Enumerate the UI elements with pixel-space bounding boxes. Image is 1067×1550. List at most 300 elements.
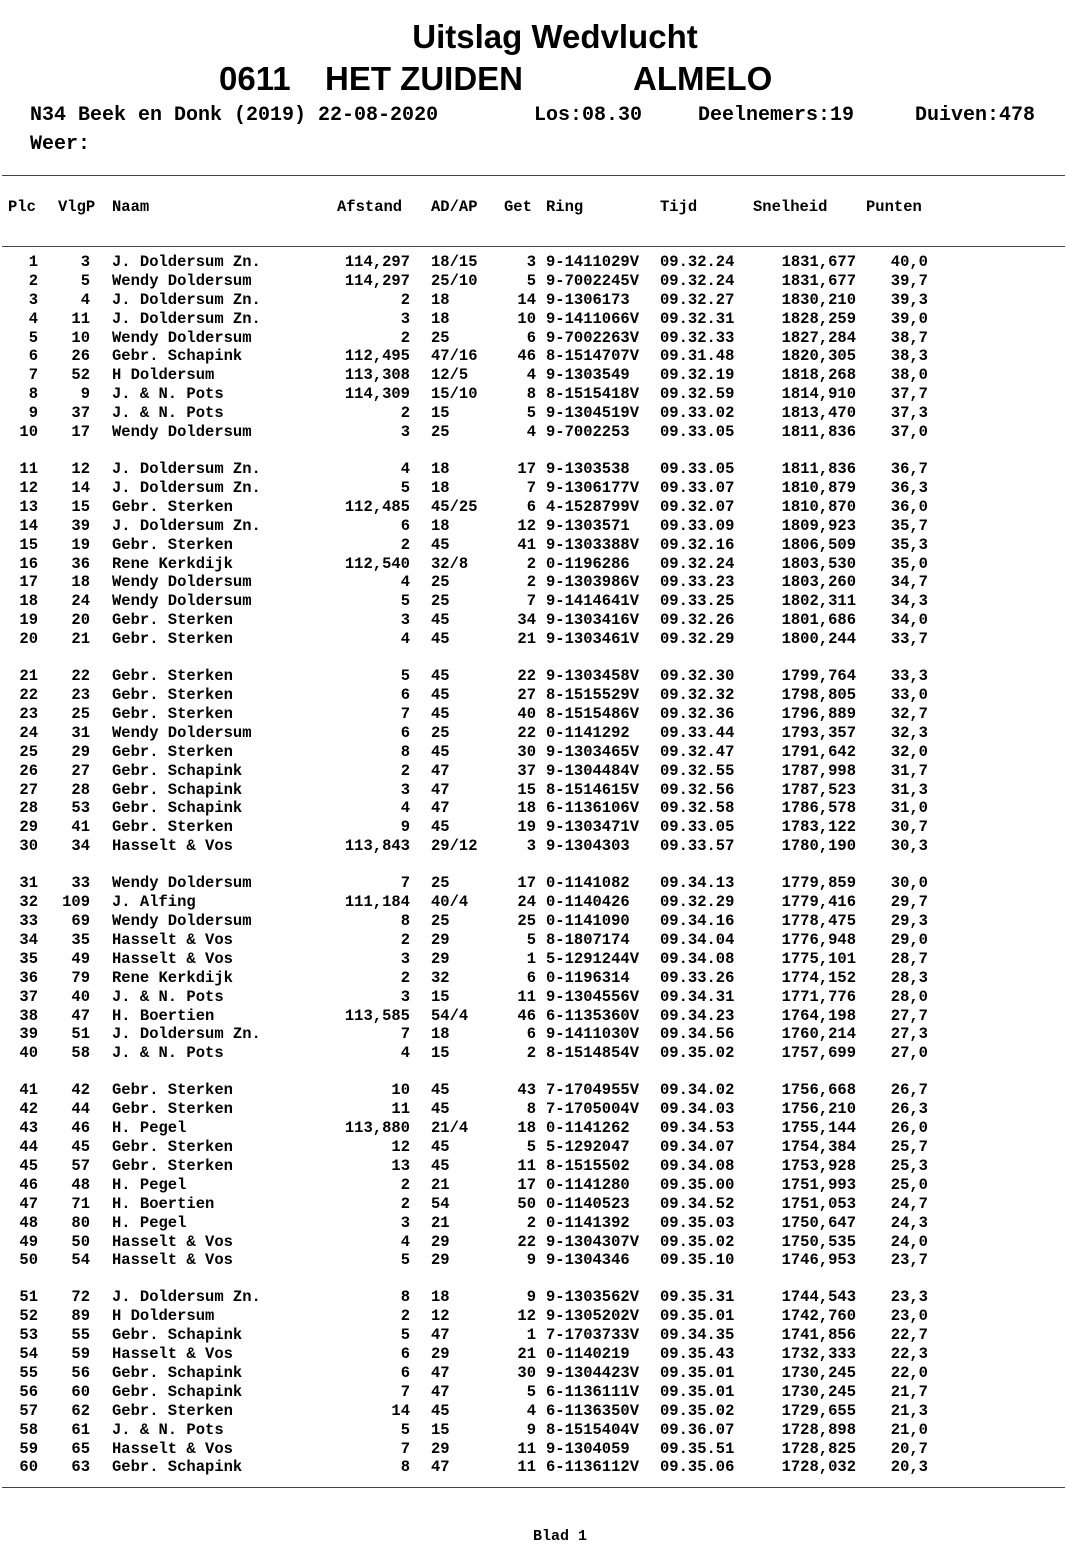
cell-naam: J. Doldersum Zn. (112, 1288, 261, 1307)
cell-get: 34 (517, 611, 536, 630)
cell-adap: 18 (431, 460, 450, 479)
cell-naam: Wendy Doldersum (112, 723, 252, 742)
cell-afstand: 3 (400, 423, 410, 442)
cell-get: 9 (526, 1251, 536, 1270)
table-row (0, 1458, 1067, 1477)
cell-ring: 9-1303549 (546, 366, 630, 385)
cell-get: 46 (517, 347, 536, 366)
club-code: 0611 (219, 60, 291, 97)
cell-vlgp: 26 (71, 347, 90, 366)
cell-afstand: 4 (400, 1232, 410, 1251)
table-row (0, 404, 1067, 423)
cell-adap: 29/12 (431, 837, 478, 856)
cell-adap: 21 (431, 1175, 450, 1194)
cell-snelheid: 1728,898 (781, 1420, 856, 1439)
cell-tijd: 09.32.24 (660, 253, 735, 271)
table-row (0, 724, 1067, 743)
cell-tijd: 09.32.31 (660, 309, 735, 328)
cell-punten: 25,3 (890, 1156, 928, 1175)
col-punten: Punten (866, 198, 922, 216)
cell-afstand: 2 (400, 1194, 410, 1213)
cell-afstand: 2 (400, 1175, 410, 1194)
cell-tijd: 09.34.03 (660, 1100, 735, 1119)
cell-snelheid: 1814,910 (781, 385, 856, 404)
cell-plc: 36 (19, 968, 38, 987)
table-row (0, 1307, 1067, 1326)
cell-naam: H Doldersum (112, 366, 215, 385)
cell-adap: 25 (431, 592, 450, 611)
cell-get: 22 (517, 667, 536, 686)
cell-vlgp: 11 (71, 309, 90, 328)
table-row (0, 630, 1067, 649)
cell-naam: Gebr. Sterken (112, 611, 233, 630)
cell-get: 6 (526, 968, 536, 987)
cell-afstand: 6 (400, 1345, 410, 1364)
cell-tijd: 09.33.57 (660, 837, 735, 856)
cell-punten: 34,7 (890, 573, 928, 592)
cell-tijd: 09.35.01 (660, 1382, 735, 1401)
table-row (0, 423, 1067, 442)
cell-get: 25 (517, 912, 536, 931)
cell-vlgp: 60 (71, 1382, 90, 1401)
cell-vlgp: 44 (71, 1100, 90, 1119)
cell-plc: 58 (19, 1420, 38, 1439)
cell-snelheid: 1764,198 (781, 1006, 856, 1025)
cell-get: 5 (526, 271, 536, 290)
cell-plc: 44 (19, 1138, 38, 1157)
cell-vlgp: 89 (71, 1307, 90, 1326)
cell-ring: 9-1306177V (546, 478, 640, 497)
cell-adap: 45 (431, 818, 450, 837)
cell-tijd: 09.35.31 (660, 1288, 735, 1307)
cell-tijd: 09.33.23 (660, 573, 735, 592)
cell-plc: 10 (19, 423, 38, 442)
cell-ring: 8-1514854V (546, 1044, 640, 1063)
table-row (0, 310, 1067, 329)
cell-naam: Wendy Doldersum (112, 592, 252, 611)
cell-snelheid: 1754,384 (781, 1138, 856, 1157)
cell-adap: 45 (431, 667, 450, 686)
cell-snelheid: 1728,032 (781, 1458, 856, 1477)
cell-snelheid: 1803,530 (781, 554, 856, 573)
cell-afstand: 6 (400, 723, 410, 742)
cell-tijd: 09.31.48 (660, 347, 735, 366)
table-row (0, 1157, 1067, 1176)
table-row (0, 1119, 1067, 1138)
cell-get: 11 (517, 987, 536, 1006)
cell-get: 24 (517, 893, 536, 912)
cell-afstand: 7 (400, 704, 410, 723)
cell-snelheid: 1741,856 (781, 1326, 856, 1345)
cell-vlgp: 9 (80, 385, 90, 404)
cell-snelheid: 1742,760 (781, 1307, 856, 1326)
table-row (0, 347, 1067, 366)
cell-ring: 9-1303388V (546, 535, 640, 554)
cell-get: 11 (517, 1439, 536, 1458)
cell-plc: 4 (28, 309, 38, 328)
table-row (0, 385, 1067, 404)
cell-ring: 0-1140219 (546, 1345, 630, 1364)
cell-plc: 26 (19, 761, 38, 780)
cell-snelheid: 1779,416 (781, 893, 856, 912)
cell-adap: 18/15 (431, 253, 478, 271)
cell-vlgp: 48 (71, 1175, 90, 1194)
cell-snelheid: 1793,357 (781, 723, 856, 742)
cell-afstand: 7 (400, 874, 410, 893)
cell-naam: Gebr. Sterken (112, 497, 233, 516)
cell-get: 12 (517, 1307, 536, 1326)
cell-adap: 47 (431, 1382, 450, 1401)
cell-afstand: 8 (400, 1458, 410, 1477)
cell-tijd: 09.35.01 (660, 1364, 735, 1383)
results-table (0, 253, 1067, 1477)
cell-plc: 59 (19, 1439, 38, 1458)
cell-snelheid: 1831,677 (781, 271, 856, 290)
cell-tijd: 09.32.24 (660, 271, 735, 290)
cell-tijd: 09.33.26 (660, 968, 735, 987)
cell-punten: 24,0 (890, 1232, 928, 1251)
cell-snelheid: 1730,245 (781, 1364, 856, 1383)
table-row (0, 931, 1067, 950)
table-row (0, 1007, 1067, 1026)
cell-snelheid: 1779,859 (781, 874, 856, 893)
cell-naam: Hasselt & Vos (112, 1232, 233, 1251)
cell-adap: 15/10 (431, 385, 478, 404)
cell-vlgp: 19 (71, 535, 90, 554)
cell-tijd: 09.35.03 (660, 1213, 735, 1232)
cell-tijd: 09.32.27 (660, 290, 735, 309)
cell-naam: Hasselt & Vos (112, 949, 233, 968)
cell-snelheid: 1800,244 (781, 630, 856, 649)
table-row (0, 1345, 1067, 1364)
cell-afstand: 113,585 (344, 1006, 410, 1025)
cell-adap: 29 (431, 1439, 450, 1458)
cell-plc: 32 (19, 893, 38, 912)
cell-punten: 21,0 (890, 1420, 928, 1439)
cell-ring: 8-1515486V (546, 704, 640, 723)
cell-get: 8 (526, 1100, 536, 1119)
cell-punten: 25,7 (890, 1138, 928, 1157)
cell-vlgp: 3 (80, 253, 90, 271)
cell-vlgp: 17 (71, 423, 90, 442)
cell-punten: 22,0 (890, 1364, 928, 1383)
table-row (0, 1044, 1067, 1063)
cell-afstand: 2 (400, 404, 410, 423)
cell-get: 17 (517, 460, 536, 479)
cell-vlgp: 71 (71, 1194, 90, 1213)
cell-get: 30 (517, 1364, 536, 1383)
cell-naam: Hasselt & Vos (112, 837, 233, 856)
cell-naam: J. & N. Pots (112, 987, 224, 1006)
cell-naam: J. Doldersum Zn. (112, 460, 261, 479)
cell-snelheid: 1811,836 (781, 423, 856, 442)
cell-naam: J. Doldersum Zn. (112, 309, 261, 328)
cell-plc: 28 (19, 799, 38, 818)
cell-punten: 34,0 (890, 611, 928, 630)
cell-ring: 9-7002245V (546, 271, 640, 290)
cell-plc: 22 (19, 686, 38, 705)
cell-adap: 45 (431, 1156, 450, 1175)
cell-naam: J. & N. Pots (112, 1420, 224, 1439)
cell-get: 1 (526, 1326, 536, 1345)
cell-adap: 18 (431, 478, 450, 497)
cell-naam: Wendy Doldersum (112, 271, 252, 290)
cell-vlgp: 49 (71, 949, 90, 968)
cell-snelheid: 1827,284 (781, 328, 856, 347)
cell-vlgp: 53 (71, 799, 90, 818)
cell-tijd: 09.32.32 (660, 686, 735, 705)
cell-plc: 20 (19, 630, 38, 649)
cell-plc: 21 (19, 667, 38, 686)
cell-plc: 7 (28, 366, 38, 385)
cell-get: 27 (517, 686, 536, 705)
cell-ring: 7-1703733V (546, 1326, 640, 1345)
cell-snelheid: 1744,543 (781, 1288, 856, 1307)
cell-adap: 18 (431, 1025, 450, 1044)
cell-tijd: 09.33.05 (660, 460, 735, 479)
cell-adap: 15 (431, 1044, 450, 1063)
cell-adap: 45 (431, 1081, 450, 1100)
cell-ring: 8-1515418V (546, 385, 640, 404)
cell-ring: 9-1303571 (546, 516, 630, 535)
cell-plc: 33 (19, 912, 38, 931)
cell-plc: 15 (19, 535, 38, 554)
cell-afstand: 114,297 (344, 253, 410, 271)
cell-ring: 7-1704955V (546, 1081, 640, 1100)
cell-ring: 0-1140523 (546, 1194, 630, 1213)
cell-naam: J. Doldersum Zn. (112, 290, 261, 309)
cell-punten: 33,0 (890, 686, 928, 705)
cell-get: 3 (526, 837, 536, 856)
cell-tijd: 09.34.02 (660, 1081, 735, 1100)
cell-get: 11 (517, 1156, 536, 1175)
cell-naam: J. & N. Pots (112, 1044, 224, 1063)
cell-ring: 9-1303461V (546, 630, 640, 649)
cell-afstand: 2 (400, 761, 410, 780)
cell-adap: 29 (431, 1232, 450, 1251)
cell-plc: 19 (19, 611, 38, 630)
table-row (0, 969, 1067, 988)
cell-tijd: 09.35.51 (660, 1439, 735, 1458)
table-row (0, 762, 1067, 781)
table-row (0, 1195, 1067, 1214)
cell-punten: 38,3 (890, 347, 928, 366)
cell-punten: 21,3 (890, 1401, 928, 1420)
cell-ring: 9-1305202V (546, 1307, 640, 1326)
cell-adap: 25 (431, 573, 450, 592)
cell-afstand: 6 (400, 516, 410, 535)
cell-naam: Gebr. Schapink (112, 1364, 243, 1383)
cell-get: 21 (517, 630, 536, 649)
cell-afstand: 112,485 (344, 497, 410, 516)
cell-punten: 28,7 (890, 949, 928, 968)
cell-get: 6 (526, 497, 536, 516)
cell-plc: 46 (19, 1175, 38, 1194)
cell-punten: 25,0 (890, 1175, 928, 1194)
cell-plc: 34 (19, 930, 38, 949)
cell-ring: 9-7002253 (546, 423, 630, 442)
cell-snelheid: 1756,210 (781, 1100, 856, 1119)
cell-punten: 23,3 (890, 1288, 928, 1307)
table-row (0, 291, 1067, 310)
cell-naam: Hasselt & Vos (112, 1439, 233, 1458)
cell-plc: 60 (19, 1458, 38, 1477)
cell-punten: 31,3 (890, 780, 928, 799)
cell-vlgp: 21 (71, 630, 90, 649)
col-plc: Plc (8, 198, 36, 216)
cell-punten: 32,3 (890, 723, 928, 742)
cell-ring: 9-1304307V (546, 1232, 640, 1251)
cell-vlgp: 79 (71, 968, 90, 987)
cell-snelheid: 1774,152 (781, 968, 856, 987)
cell-naam: Wendy Doldersum (112, 573, 252, 592)
table-row (0, 799, 1067, 818)
cell-afstand: 8 (400, 1288, 410, 1307)
cell-afstand: 114,297 (344, 271, 410, 290)
cell-adap: 29 (431, 1251, 450, 1270)
cell-ring: 8-1807174 (546, 930, 630, 949)
cell-adap: 54 (431, 1194, 450, 1213)
cell-plc: 1 (28, 253, 38, 271)
cell-adap: 47 (431, 780, 450, 799)
cell-naam: H. Pegel (112, 1213, 187, 1232)
cell-adap: 25 (431, 423, 450, 442)
participants-count: Deelnemers:19 (698, 104, 855, 127)
table-row (0, 1176, 1067, 1195)
cell-adap: 47 (431, 1458, 450, 1477)
cell-ring: 8-1515529V (546, 686, 640, 705)
cell-adap: 47 (431, 1326, 450, 1345)
table-row (0, 818, 1067, 837)
cell-plc: 38 (19, 1006, 38, 1025)
table-row (0, 1288, 1067, 1307)
page-number: Blad 1 (532, 1528, 587, 1545)
cell-get: 9 (526, 1288, 536, 1307)
cell-adap: 47 (431, 1364, 450, 1383)
cell-tijd: 09.32.59 (660, 385, 735, 404)
cell-tijd: 09.35.02 (660, 1232, 735, 1251)
cell-afstand: 7 (400, 1025, 410, 1044)
cell-tijd: 09.32.58 (660, 799, 735, 818)
cell-ring: 9-1303538 (546, 460, 630, 479)
cell-afstand: 5 (400, 667, 410, 686)
cell-vlgp: 45 (71, 1138, 90, 1157)
cell-punten: 27,3 (890, 1025, 928, 1044)
table-row (0, 366, 1067, 385)
cell-afstand: 8 (400, 912, 410, 931)
cell-ring: 8-1514707V (546, 347, 640, 366)
cell-afstand: 112,540 (344, 554, 410, 573)
cell-vlgp: 29 (71, 742, 90, 761)
cell-snelheid: 1813,470 (781, 404, 856, 423)
cell-afstand: 113,308 (344, 366, 410, 385)
cell-tijd: 09.32.24 (660, 554, 735, 573)
cell-tijd: 09.35.02 (660, 1044, 735, 1063)
cell-punten: 37,0 (890, 423, 928, 442)
cell-plc: 47 (19, 1194, 38, 1213)
weather-label: Weer: (30, 133, 91, 156)
cell-adap: 29 (431, 930, 450, 949)
cell-naam: J. Doldersum Zn. (112, 516, 261, 535)
cell-ring: 0-1140426 (546, 893, 630, 912)
cell-adap: 45 (431, 611, 450, 630)
cell-vlgp: 35 (71, 930, 90, 949)
cell-snelheid: 1810,870 (781, 497, 856, 516)
cell-snelheid: 1803,260 (781, 573, 856, 592)
cell-ring: 5-1292047 (546, 1138, 630, 1157)
cell-adap: 15 (431, 987, 450, 1006)
cell-tijd: 09.34.16 (660, 912, 735, 931)
table-row (0, 536, 1067, 555)
cell-vlgp: 27 (71, 761, 90, 780)
table-row (0, 1081, 1067, 1100)
table-row (0, 329, 1067, 348)
cell-adap: 18 (431, 309, 450, 328)
cell-punten: 32,7 (890, 704, 928, 723)
col-adap: AD/AP (431, 198, 478, 216)
cell-snelheid: 1783,122 (781, 818, 856, 837)
cell-plc: 41 (19, 1081, 38, 1100)
cell-get: 8 (526, 385, 536, 404)
cell-adap: 18 (431, 516, 450, 535)
cell-vlgp: 20 (71, 611, 90, 630)
cell-afstand: 6 (400, 1364, 410, 1383)
cell-afstand: 7 (400, 1439, 410, 1458)
cell-ring: 9-1303458V (546, 667, 640, 686)
cell-afstand: 2 (400, 968, 410, 987)
cell-naam: Gebr. Sterken (112, 686, 233, 705)
cell-ring: 9-1411029V (546, 253, 640, 271)
cell-vlgp: 31 (71, 723, 90, 742)
cell-punten: 39,0 (890, 309, 928, 328)
cell-naam: Wendy Doldersum (112, 423, 252, 442)
cell-naam: J. & N. Pots (112, 404, 224, 423)
cell-naam: Gebr. Sterken (112, 667, 233, 686)
cell-punten: 36,0 (890, 497, 928, 516)
cell-snelheid: 1728,825 (781, 1439, 856, 1458)
cell-adap: 29 (431, 1345, 450, 1364)
cell-tijd: 09.35.06 (660, 1458, 735, 1477)
table-row (0, 912, 1067, 931)
cell-plc: 29 (19, 818, 38, 837)
cell-punten: 38,0 (890, 366, 928, 385)
cell-ring: 0-1141392 (546, 1213, 630, 1232)
cell-plc: 57 (19, 1401, 38, 1420)
cell-punten: 35,3 (890, 535, 928, 554)
cell-naam: Hasselt & Vos (112, 1345, 233, 1364)
cell-punten: 35,7 (890, 516, 928, 535)
cell-vlgp: 28 (71, 780, 90, 799)
cell-adap: 45 (431, 630, 450, 649)
cell-snelheid: 1756,668 (781, 1081, 856, 1100)
cell-naam: Gebr. Schapink (112, 799, 243, 818)
table-row (0, 253, 1067, 272)
report-title: Uitslag Wedvlucht (412, 18, 698, 55)
cell-afstand: 7 (400, 1382, 410, 1401)
cell-plc: 18 (19, 592, 38, 611)
table-row (0, 667, 1067, 686)
cell-ring: 6-1136350V (546, 1401, 640, 1420)
cell-get: 6 (526, 1025, 536, 1044)
cell-snelheid: 1787,523 (781, 780, 856, 799)
cell-ring: 0-1141262 (546, 1119, 630, 1138)
cell-tijd: 09.32.30 (660, 667, 735, 686)
cell-tijd: 09.32.29 (660, 893, 735, 912)
cell-afstand: 3 (400, 611, 410, 630)
col-ring: Ring (546, 198, 584, 216)
cell-naam: H. Pegel (112, 1119, 187, 1138)
cell-punten: 37,3 (890, 404, 928, 423)
